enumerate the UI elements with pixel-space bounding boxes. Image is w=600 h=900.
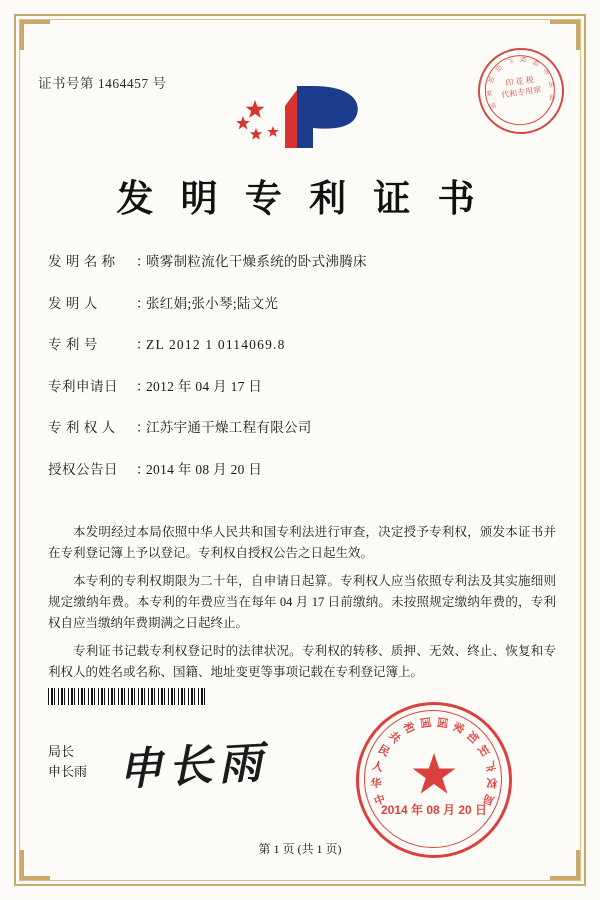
field-value: 江苏宇通干燥工程有限公司: [146, 420, 312, 435]
seal-arc-char: 识: [493, 64, 503, 74]
seal-arc-char: 产: [483, 758, 497, 773]
field-value: 2014 年 08 月 20 日: [146, 461, 263, 477]
national-ip-office-seal: [356, 702, 512, 858]
legal-paragraph-1: 本发明经过本局依照中华人民共和国专利法进行审查，决定授予专利权，颁发本证书并在专利登记簿上予以登记。专利权自授权公告之日起生效。: [48, 525, 556, 560]
field-colon: ：: [136, 378, 150, 394]
field-label: 发 明 人: [48, 295, 98, 311]
field-application-date: [48, 375, 558, 395]
seal-arc-char: 局: [481, 791, 497, 807]
legal-paragraph-2: 本专利的专利权期限为二十年，自申请日起算。专利权人应当依照专利法及其实施细则规定缴纳年费。本专利的年费应当在每年 04 月 17 日前缴纳。未按照规定缴纳年费的，专利权自应当缴纳年费期满之日起终止。: [48, 574, 556, 630]
barcode: [48, 688, 208, 705]
seal-arc-char: 识: [475, 741, 492, 758]
seal-line-2: 代和专用章: [500, 85, 542, 100]
field-grant-date: [48, 458, 558, 478]
field-patentee: [48, 416, 558, 436]
seal-date: 2014 年 08 月 20 日: [380, 803, 488, 817]
field-value: ZL 2012 1 0114069.8: [146, 337, 286, 352]
star-icon: [412, 751, 456, 795]
field-colon: ：: [136, 337, 150, 352]
patent-office-logo: [225, 78, 375, 156]
field-colon: ：: [136, 254, 150, 269]
seal-line-1: 印 花 税: [504, 75, 535, 89]
field-value: 张红娟;张小琴;陆文光: [146, 295, 279, 311]
seal-arc-char: 局: [548, 92, 557, 101]
field-colon: ：: [136, 461, 150, 477]
seal-arc-char: 家: [450, 719, 466, 735]
field-colon: ：: [136, 420, 150, 435]
seal-arc-char: 家: [485, 90, 493, 98]
seal-arc-char: 权: [486, 775, 498, 789]
seal-arc-char: 知: [464, 728, 481, 745]
seal-arc-char: 人: [370, 759, 385, 775]
patent-fields: [48, 250, 558, 499]
signatory-block: [48, 742, 87, 782]
handwritten-signature: 申长雨: [117, 738, 270, 795]
field-value: 喷雾制粒流化干燥系统的卧式沸腾床: [146, 254, 367, 269]
field-label: 授权公告日: [48, 461, 118, 477]
field-colon: ：: [136, 295, 150, 311]
seal-arc-char: 产: [504, 57, 514, 66]
seal-arc-char: 权: [518, 55, 527, 63]
seal-arc-char: 民: [375, 743, 392, 760]
signatory-title: 局长: [48, 744, 75, 759]
seal-arc-char: 国: [488, 102, 498, 112]
field-value: 2012 年 04 月 17 日: [146, 378, 263, 394]
seal-arc-char: 和: [400, 720, 417, 736]
field-inventor: [48, 292, 558, 312]
field-invention-name: [48, 250, 558, 270]
field-label: 专利申请日: [48, 378, 118, 394]
page-footer: 第 1 页 (共 1 页): [258, 842, 342, 856]
tax-stamp-seal: [472, 42, 569, 139]
seal-arc-char: 知: [486, 76, 496, 85]
seal-arc-char: 局: [530, 57, 541, 67]
field-label: 专 利 号: [48, 337, 98, 352]
seal-arc-char: 专: [541, 66, 551, 76]
legal-text: [48, 522, 556, 690]
seal-arc-char: 华: [370, 777, 382, 791]
seal-arc-char: 国: [417, 716, 432, 730]
page-title: 发 明 专 利 证 书: [116, 179, 484, 220]
field-patent-number: [48, 333, 558, 353]
seal-arc-char: 中: [372, 793, 388, 809]
seal-arc-char: 共: [386, 729, 403, 746]
seal-arc-char: 国: [434, 716, 449, 729]
certificate-number: 证书号第 1464457 号: [38, 76, 167, 91]
field-label: 专 利 权 人: [48, 420, 116, 435]
signatory-name: 申长雨: [48, 764, 88, 779]
field-label: 发 明 名 称: [48, 254, 116, 269]
corner-ornament-top-left: [20, 20, 50, 50]
seal-arc-char: 利: [548, 79, 556, 88]
legal-paragraph-3: 专利证书记载专利权登记时的法律状况。专利权的转移、质押、无效、终止、恢复和专利权人的姓名或名称、国籍、地址变更等事项记载在专利登记簿上。: [48, 644, 556, 679]
